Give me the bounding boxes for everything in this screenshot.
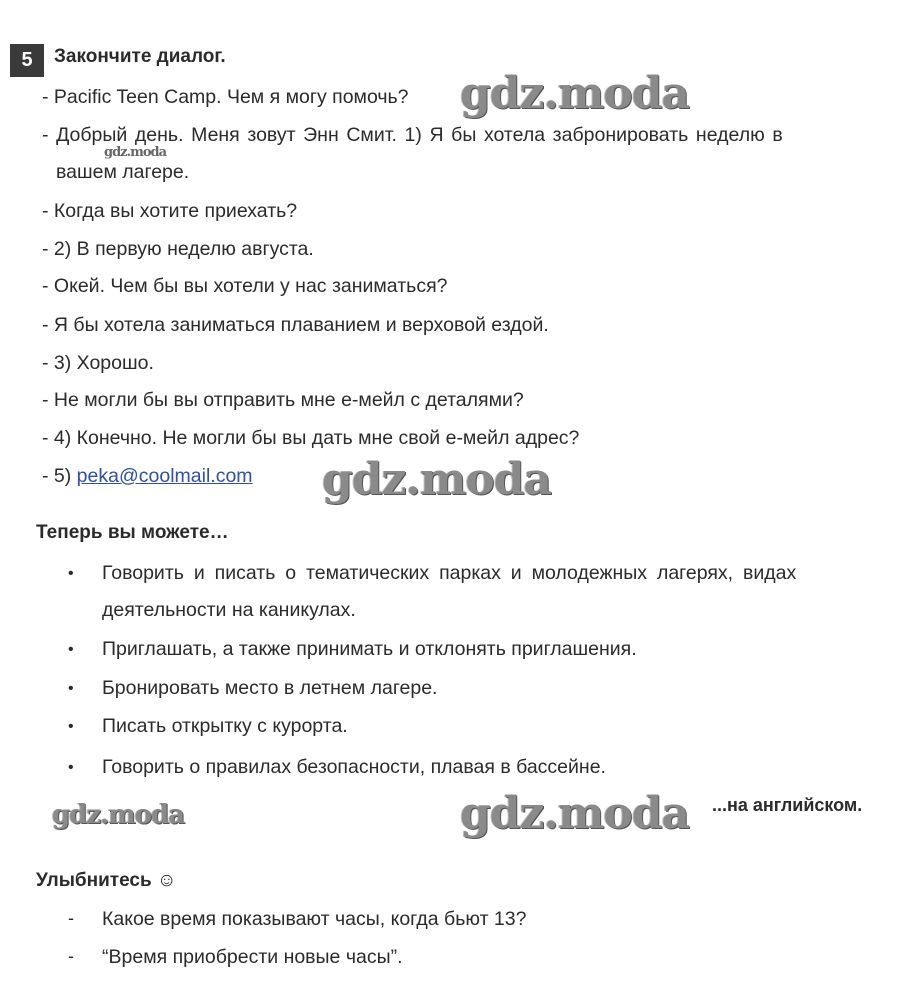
dialog-line-7: - 3) Хорошо. [42, 352, 154, 374]
list-item: Бронировать место в летнем лагере. [102, 677, 438, 699]
task-title: Закончите диалог. [54, 46, 226, 67]
list-item-continued: деятельности на каникулах. [102, 599, 356, 621]
list-item: Говорить о правилах безопасности, плавая в бассейне. [102, 756, 606, 778]
email-link[interactable]: peka@coolmail.com [76, 465, 253, 487]
dialog-line-8: - Не могли бы вы отправить мне е-мейл с деталями? [42, 389, 524, 411]
dash-marker: - [68, 946, 74, 966]
dialog-line-1: - Pacific Teen Camp. Чем я могу помочь? [42, 86, 409, 108]
dialog-line-9: - 4) Конечно. Не могли бы вы дать мне свой е-мейл адрес? [42, 427, 580, 449]
joke-question: Какое время показывают часы, когда бьют 13? [102, 908, 527, 930]
list-item [102, 561, 892, 585]
watermark-logo: gdz.moda [460, 68, 690, 119]
list-item-text: Говорить и писать о тематических парках и молодежных лагерях, видах [102, 562, 797, 584]
dialog-line-3: - Когда вы хотите приехать? [42, 200, 298, 222]
dash-marker: - [68, 908, 74, 928]
bullet-icon: • [68, 759, 74, 776]
bullet-icon: • [68, 680, 74, 697]
joke-answer: “Время приобрести новые часы”. [102, 946, 403, 968]
bullet-icon: • [68, 565, 74, 582]
dialog-line-5: - Окей. Чем бы вы хотели у нас заниматься? [42, 275, 448, 297]
watermark-logo: gdz.moda [322, 454, 552, 505]
bullet-icon: • [68, 641, 74, 658]
task-number-badge: 5 [10, 44, 44, 77]
dialog-line-2-text: - Добрый день. Меня зовут Энн Смит. 1) Я бы хотела забронировать неделю в [42, 124, 783, 146]
watermark-logo: gdz.moda [460, 788, 690, 839]
watermark-logo: gdz.moda [52, 800, 185, 830]
bullet-icon: • [68, 718, 74, 735]
dialog-line-4: - 2) В первую неделю августа. [42, 238, 314, 260]
dialog-line-10-prefix: - 5) [42, 465, 72, 487]
dialog-line-10 [42, 464, 253, 488]
now-you-can-heading: Теперь вы можете… [36, 522, 229, 543]
dialog-line-6: - Я бы хотела заниматься плаванием и верховой ездой. [42, 314, 549, 336]
dialog-line-2-continued: вашем лагере. [56, 161, 190, 183]
dialog-line-2 [42, 123, 888, 147]
smile-heading: Улыбнитесь ☺ [36, 870, 177, 891]
list-item: Писать открытку с курорта. [102, 715, 348, 737]
watermark-logo: gdz.moda [104, 145, 167, 160]
list-item: Приглашать, а также принимать и отклонять приглашения. [102, 638, 637, 660]
now-you-can-suffix: ...на английском. [712, 795, 863, 815]
